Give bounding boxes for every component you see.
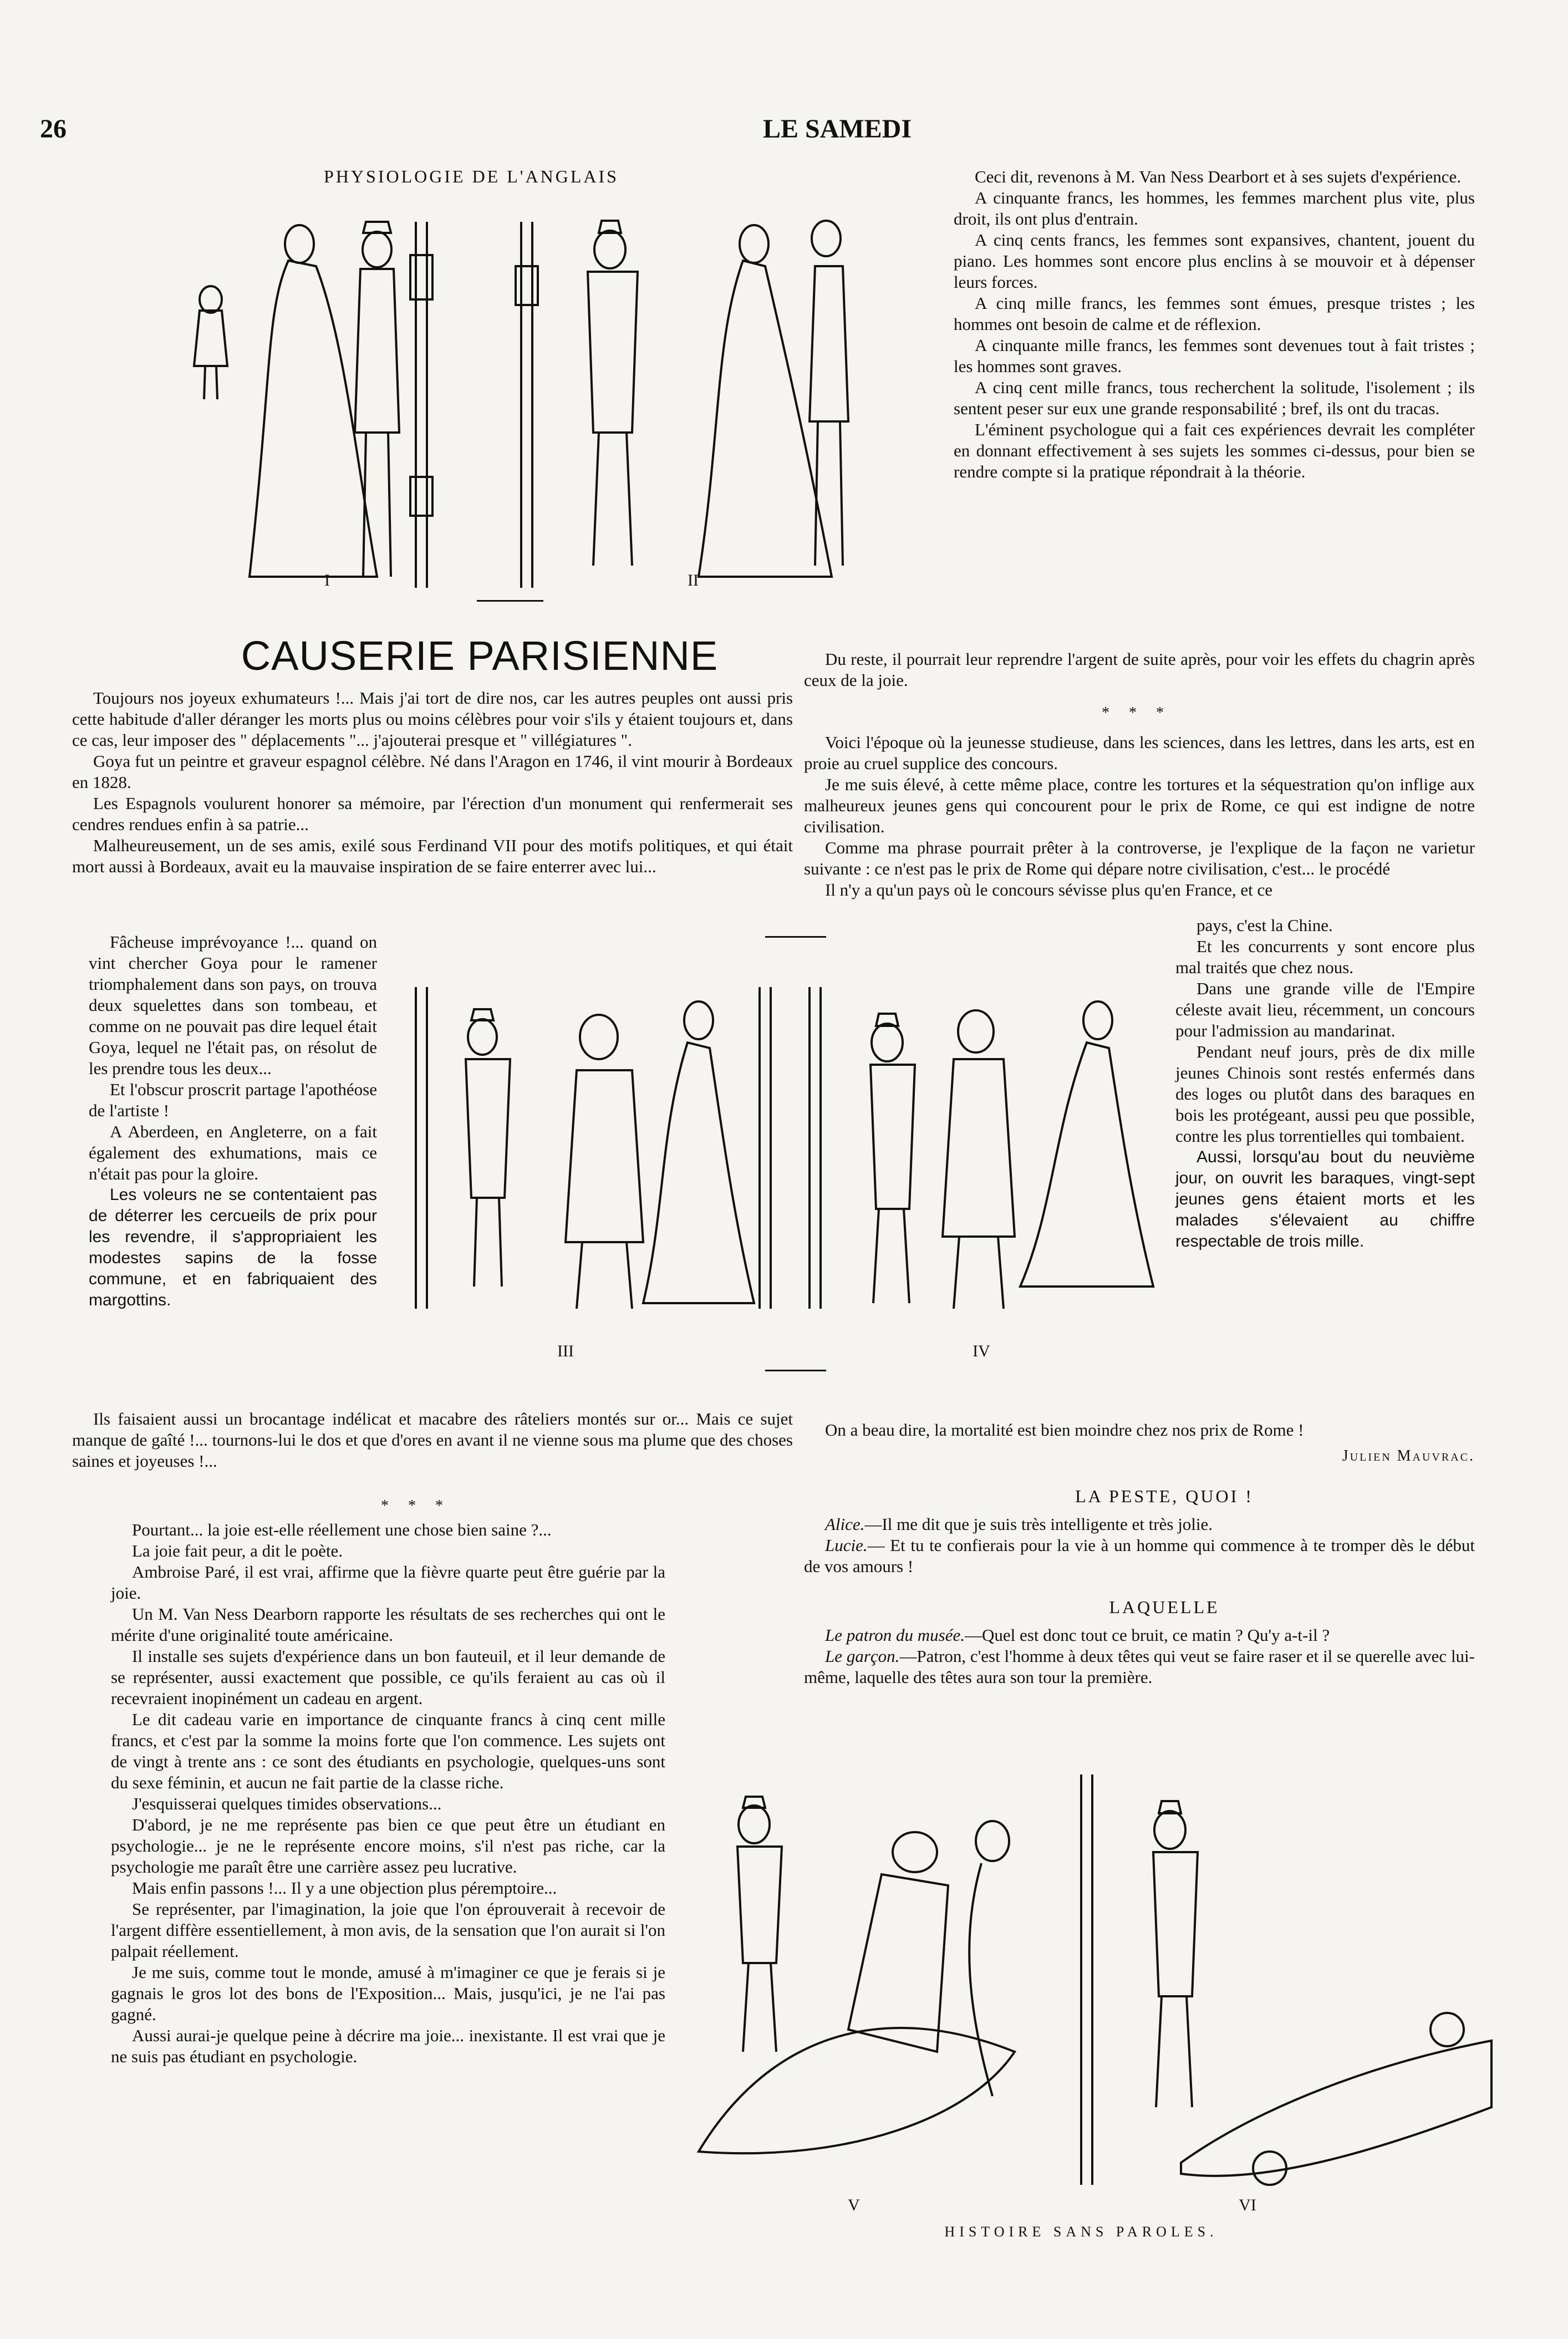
- laquelle-dialogue: [804, 1625, 1475, 1688]
- paragraph: A cinq mille francs, les femmes sont émues, presque tristes ; les hommes ont besoin de calme et de réflexion.: [954, 293, 1475, 334]
- paragraph: Je me suis, comme tout le monde, amusé à m'imaginer ce que je ferais si je gagnais le gros lot des bons de l'Exposition... Mais, jusqu'ici, je ne l'ai pas gagné.: [111, 1962, 665, 2024]
- series-title: PHYSIOLOGIE DE L'ANGLAIS: [324, 166, 619, 186]
- rule-2: [765, 936, 826, 938]
- paragraph: Ceci dit, revenons à M. Van Ness Dearbort et à ses sujets d'expérience.: [975, 167, 1462, 186]
- paragraph: A cinq cents francs, les femmes sont expansives, chantent, jouent du piano. Les hommes sont encore plus enclins à se mouvoir et à dépenser leurs forces.: [954, 230, 1475, 292]
- illustration-panels-3-4: [399, 976, 1198, 1309]
- peste-dialogue: [804, 1514, 1475, 1577]
- paragraph: Ambroise Paré, il est vrai, affirme que la fièvre quarte peut être guérie par la joie.: [111, 1562, 665, 1603]
- illustration-panels-5-6: [682, 1763, 1503, 2207]
- signature: Julien Mauvrac.: [1342, 1447, 1475, 1465]
- paragraph: Du reste, il pourrait leur reprendre l'argent de suite après, pour voir les effets du chagrin après ceux de la joie.: [804, 649, 1475, 690]
- paragraph: Il n'y a qu'un pays où le concours sévisse plus qu'en France, et ce: [825, 880, 1273, 899]
- panel-label-2: II: [688, 571, 699, 589]
- rule-1: [477, 600, 543, 602]
- paragraph: Aussi aurai-je quelque peine à décrire ma joie... inexistante. Il est vrai que je ne suis pas étudiant en psychologie.: [111, 2026, 665, 2066]
- causerie-left-rest: [111, 1519, 665, 2067]
- bottom-caption: HISTOIRE SANS PAROLES.: [944, 2224, 1218, 2240]
- paragraph: Et l'obscur proscrit partage l'apothéose de l'artiste !: [89, 1080, 377, 1120]
- section-stars-right: * * *: [1102, 704, 1172, 721]
- paragraph: Dans une grande ville de l'Empire céleste avait lieu, récemment, un concours pour l'admission au mandarinat.: [1175, 979, 1475, 1040]
- panel-label-3: III: [557, 1342, 574, 1360]
- paragraph: D'abord, je ne me représente pas bien ce que peut être un étudiant en psychologie... je ne le représente encore moins, s'il n'est pas riche, car la psychologie me paraît être une carrière assez peu lucrative.: [111, 1815, 665, 1877]
- paragraph: Les Espagnols voulurent honorer sa mémoire, par l'érection d'un monument qui renfermerait ses cendres rendues enfin à sa patrie...: [72, 794, 793, 834]
- causerie-title: CAUSERIE PARISIENNE: [241, 633, 719, 679]
- paragraph: Voici l'époque où la jeunesse studieuse, dans les sciences, dans les lettres, dans les arts, est en proie au cruel supplice des concours.: [804, 733, 1475, 773]
- paragraph: Le dit cadeau varie en importance de cinquante francs à cinq cent mille francs, et c'est par la somme la moins forte que l'on commence. Les sujets ont de vingt à trente ans : ce sont des étudiants en psychologie, quelques-uns sont du sexe féminin, et aucun ne fait partie de la classe riche.: [111, 1710, 665, 1792]
- paragraph: A cinquante francs, les hommes, les femmes marchent plus vite, plus droit, ils ont plus d'entrain.: [954, 188, 1475, 228]
- section-stars-left: * * *: [381, 1497, 451, 1514]
- causerie-narrow: [89, 932, 377, 1311]
- line-patron: —Quel est donc tout ce bruit, ce matin ? Qu'y a-t-il ?: [965, 1625, 1330, 1645]
- page-number: 26: [40, 114, 67, 144]
- peste-title: LA PESTE, QUOI !: [1075, 1486, 1254, 1506]
- causerie-lead: [72, 688, 793, 877]
- paragraph: L'éminent psychologue qui a fait ces expériences devrait les compléter en donnant effectivement à ses sujets les sommes ci-dessus, pour bien se rendre compte si la pratique répondrait à la théorie.: [954, 420, 1475, 481]
- paragraph: Goya fut un peintre et graveur espagnol célèbre. Né dans l'Aragon en 1746, il vint mourir à Bordeaux en 1828.: [72, 751, 793, 792]
- paragraph: J'esquisserai quelques timides observations...: [132, 1794, 442, 1813]
- paragraph: Comme ma phrase pourrait prêter à la controverse, je l'explique de la façon ne varietur suivante : ce n'est pas le prix de Rome qui dépare notre civilisation, c'est... le procédé: [804, 838, 1475, 878]
- causerie-right-top: [954, 166, 1475, 482]
- laquelle-title: LAQUELLE: [1109, 1597, 1220, 1617]
- speaker-patron: Le patron du musée.: [825, 1625, 965, 1645]
- line-garcon: —Patron, c'est l'homme à deux têtes qui veut se faire raser et il se querelle avec lui-même, laquelle des têtes aura son tour la première.: [804, 1646, 1475, 1687]
- paragraph: Aussi, lorsqu'au bout du neuvième jour, on ouvrit les baraques, vingt-sept jeunes gens étaient morts et les malades s'élevaient au chiffre respectable de trois mille.: [1175, 1148, 1475, 1250]
- paragraph: Pendant neuf jours, près de dix mille jeunes Chinois sont restés enfermés dans des loges ou plutôt dans des baraques en bois les protégeant, aussi peu que possible, contre les plus torrentielles qui tombaient.: [1175, 1042, 1475, 1146]
- paragraph: Les voleurs ne se contentaient pas de déterrer les cercueils de prix pour les revendre, il s'appropriaient les modestes sapins de la fosse commune, et en fabriquaient des margottins.: [89, 1186, 377, 1309]
- paragraph: Malheureusement, un de ses amis, exilé sous Ferdinand VII pour des motifs politiques, et qui était mort aussi à Bordeaux, avait eu la mauvaise inspiration de se faire enterrer avec lui...: [72, 836, 793, 876]
- paragraph: A cinq cent mille francs, tous recherchent la solitude, l'isolement ; ils sentent peser sur eux une grande responsabilité ; bref, ils ont du tracas.: [954, 378, 1475, 418]
- paragraph: Il installe ses sujets d'expérience dans un bon fauteuil, et il leur demande de se représenter, aussi exactement que possible, ce qu'ils feraient au cas où il recevraient inopinément un cadeau en argent.: [111, 1646, 665, 1708]
- illustration-panels-1-2: [166, 200, 965, 588]
- paragraph: La joie fait peur, a dit le poète.: [132, 1541, 343, 1560]
- panel-label-5: V: [848, 2196, 860, 2214]
- speaker-garcon: Le garçon.: [825, 1646, 900, 1666]
- closing-paragraph: On a beau dire, la mortalité est bien moindre chez nos prix de Rome !: [825, 1420, 1304, 1440]
- speaker-alice: Alice.: [825, 1514, 865, 1534]
- paragraph: Fâcheuse imprévoyance !... quand on vint chercher Goya pour le ramener triomphalement dans son pays, on trouva deux squelettes dans son tombeau, et comme on ne pouvait pas dire lequel était Goya, lequel ne l'était pas, on résolut de les prendre tous les deux...: [89, 932, 377, 1078]
- paragraph: A cinquante mille francs, les femmes sont devenues tout à fait tristes ; les hommes sont graves.: [954, 335, 1475, 376]
- panel-label-1: I: [324, 571, 330, 589]
- rule-3: [765, 1370, 826, 1371]
- journal-title: LE SAMEDI: [762, 114, 912, 144]
- paragraph: Se représenter, par l'imagination, la joie que l'on éprouverait à recevoir de l'argent diffère essentiellement, à mon avis, de la sensation que l'on aurait si l'on palpait réellement.: [111, 1899, 665, 1961]
- paragraph: Mais enfin passons !... Il y a une objection plus péremptoire...: [132, 1878, 557, 1898]
- speaker-lucie: Lucie.: [825, 1535, 868, 1555]
- panel-label-6: VI: [1239, 2196, 1256, 2214]
- paragraph: Pourtant... la joie est-elle réellement une chose bien saine ?...: [132, 1520, 552, 1539]
- paragraph: Je me suis élevé, à cette même place, contre les tortures et la séquestration qu'on inflige aux malheureux jeunes gens qui concourent pour le prix de Rome, ce qui est indigne de notre civilisation.: [804, 775, 1475, 836]
- line-lucie: — Et tu te confierais pour la vie à un homme qui commence à te tromper dès le début de vos amours !: [804, 1535, 1475, 1576]
- paragraph: A Aberdeen, en Angleterre, on a fait également des exhumations, mais ce n'était pas pour la gloire.: [89, 1122, 377, 1183]
- panel-label-4: IV: [973, 1342, 990, 1360]
- causerie-right-mid: [804, 732, 1475, 901]
- paragraph: Toujours nos joyeux exhumateurs !... Mais j'ai tort de dire nos, car les autres peuples ont aussi pris cette habitude d'aller déranger les morts plus ou moins célèbres pour voir s'ils y étaient toujours et, dans ce cas, leur imposer des " déplacements "... j'ajouterai presque et " villégiatures ".: [72, 688, 793, 750]
- causerie-right-narrow: [1175, 915, 1475, 1252]
- paragraph: Ils faisaient aussi un brocantage indélicat et macabre des râteliers montés sur or... Mais ce sujet manque de gaîté !... tournons-lui le dos et que d'ores en avant il ne vienne sous ma plume que des choses saines et joyeuses !...: [72, 1409, 793, 1471]
- paragraph: pays, c'est la Chine.: [1197, 916, 1333, 935]
- line-alice: —Il me dit que je suis très intelligente et très jolie.: [864, 1514, 1213, 1534]
- paragraph: Un M. Van Ness Dearborn rapporte les résultats de ses recherches qui ont le mérite d'une originalité toute américaine.: [111, 1604, 665, 1645]
- paragraph: Et les concurrents y sont encore plus mal traités que chez nous.: [1175, 937, 1475, 977]
